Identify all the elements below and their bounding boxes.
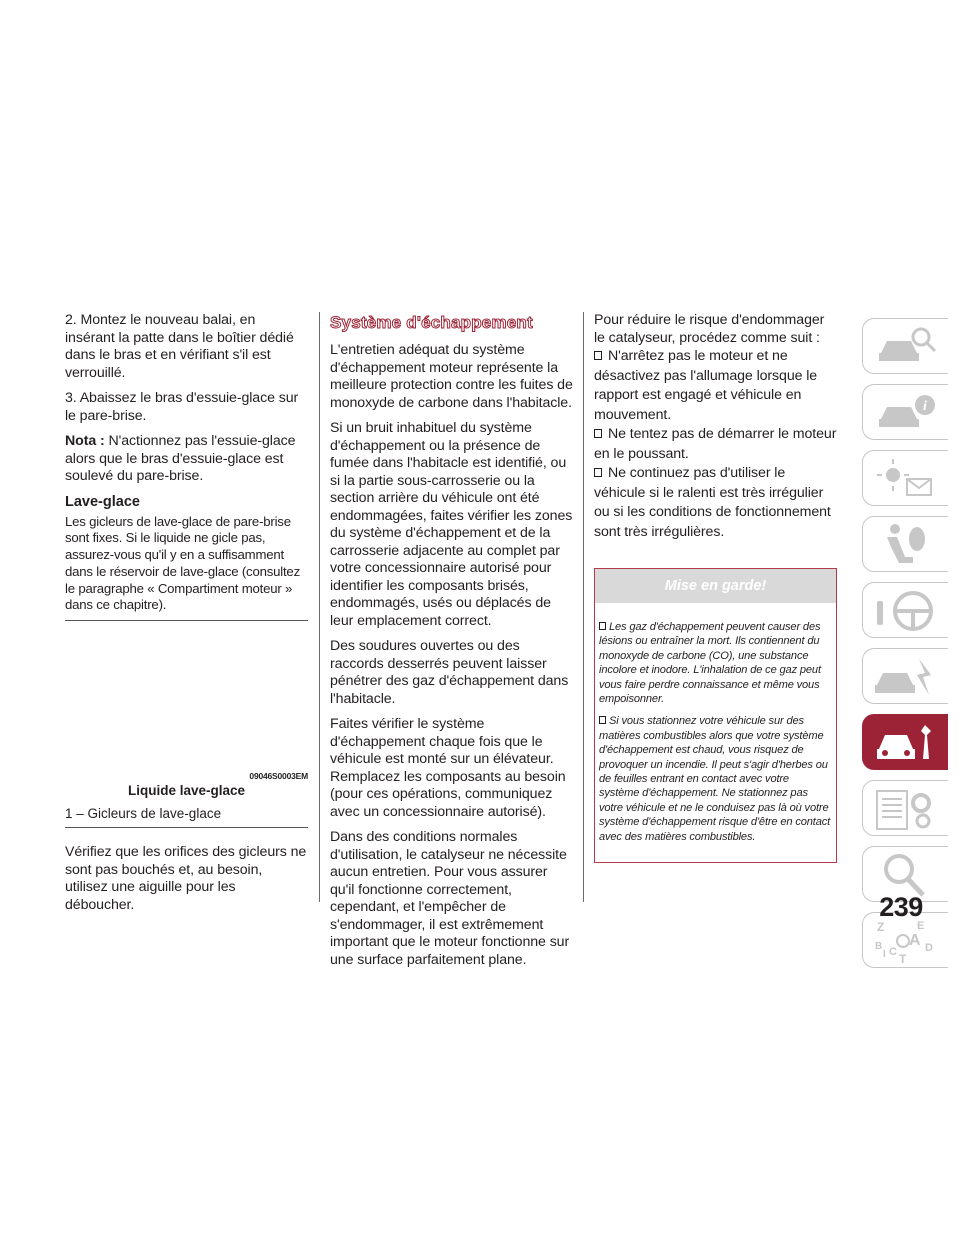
- middle-column: [330, 312, 575, 977]
- warning-title: Mise en garde!: [595, 569, 836, 603]
- checkbox-bullet-icon: [594, 351, 602, 360]
- car-crash-icon: [873, 653, 943, 701]
- figure-placeholder: [65, 621, 308, 771]
- tab-car-crash[interactable]: [862, 648, 948, 704]
- list-item: Ne tentez pas de démarrer le moteur en le poussant.: [594, 426, 837, 462]
- section-heading: Système d'échappement: [330, 313, 533, 332]
- column-divider: [583, 312, 584, 902]
- checkbox-bullet-icon: [599, 716, 606, 724]
- tab-car-search[interactable]: [862, 318, 948, 374]
- warning-item: Si vous stationnez votre véhicule sur des matières combustibles alors que votre système d'échappement est chaud, vous risquez de provoquer un incendie. Il peut s'agir d'herbes ou de feuilles entrant en contact avec votre système d'échappement. Ne stationnez pas votre véhicule et ne le conduisez pas là où votre système d'échappement risque d'être en contact avec des matières combustibles.: [599, 715, 831, 843]
- steering-wheel-icon: [873, 587, 943, 635]
- intro-text: Pour réduire le risque d'endommager le catalyseur, procédez comme suit :: [594, 312, 825, 346]
- tab-steering-wheel[interactable]: [862, 582, 948, 638]
- svg-text:T: T: [899, 952, 907, 965]
- paragraph: Faites vérifier le système d'échappement chaque fois que le véhicule est monté sur un élévateur. Remplacez les composants au besoin (pour ces opérations, communiquez avec un concessionnaire autorisé).: [330, 716, 566, 820]
- svg-text:i: i: [923, 399, 927, 414]
- tab-warning-lights[interactable]: [862, 450, 948, 506]
- warning-box: [594, 568, 837, 863]
- list-item: N'arrêtez pas le moteur et ne désactivez pas l'allumage lorsque le rapport est engagé et véhicule en mouvement.: [594, 348, 818, 423]
- right-column: [594, 312, 837, 863]
- list-item: Ne continuez pas d'utiliser le véhicule si le ralenti est très irrégulier ou si les conditions de fonctionnement sont très irrégulières.: [594, 465, 831, 540]
- svg-text:E: E: [917, 920, 925, 932]
- note-label: Nota :: [65, 433, 105, 449]
- svg-text:C: C: [889, 946, 897, 958]
- checkbox-bullet-icon: [594, 429, 602, 438]
- car-wrench-icon: [873, 719, 943, 767]
- step-3-text: 3. Abaissez le bras d'essuie-glace sur le pare-brise.: [65, 390, 299, 424]
- svg-text:D: D: [925, 942, 933, 954]
- washer-text: Les gicleurs de lave-glace de pare-brise sont fixes. Si le liquide ne gicle pas, assurez-vous qu'il y en a suffisamment dans le réservoir de lave-glace (consultez le paragraphe « Compartiment moteur » dans ce chapitre).: [65, 513, 300, 613]
- tab-car-maintenance[interactable]: [862, 714, 948, 770]
- warning-item: Les gaz d'échappement peuvent causer des lésions ou entraîner la mort. Ils contiennent du monoxyde de carbone (CO), une substance incolore et inodore. L'inhalation de ce gaz peut vous faire perdre connaissance et même vous empoisonner.: [599, 621, 821, 706]
- step-2-text: 2. Montez le nouveau balai, en insérant la patte dans le boîtier dédié dans le bras et en vérifiant s'il est verrouillé.: [65, 312, 294, 381]
- checkbox-bullet-icon: [594, 468, 602, 477]
- warning-body: [595, 603, 836, 862]
- figure-caption: 1 – Gicleurs de lave-glace: [65, 806, 308, 828]
- after-figure-text: Vérifiez que les orifices des gicleurs ne sont pas bouchés et, au besoin, utilisez une aiguille pour les déboucher.: [65, 844, 307, 913]
- figure-code: 09046S0003EM: [249, 771, 308, 782]
- paragraph: Si un bruit inhabituel du système d'échappement ou la présence de fumée dans l'habitacle est identifié, ou si la partie sous-carrosserie ou la section arrière du véhicule ont été endommagées, faites vérifier les zones du système d'échappement et de la carrosserie adjacente au complet par votre concessionnaire autorisé pour identifier les composants brisés, endommagés, usés ou déplacés de leur emplacement correct.: [330, 420, 573, 629]
- tab-seat-airbag[interactable]: [862, 516, 948, 572]
- paragraph: L'entretien adéquat du système d'échappement moteur représente la meilleure protection contre les fuites de monoxyde de carbone dans l'habitacle.: [330, 342, 573, 411]
- specs-gear-icon: [873, 785, 943, 833]
- seat-airbag-icon: [873, 521, 943, 569]
- checkbox-bullet-icon: [599, 622, 606, 630]
- alphabet-index-icon: [873, 917, 943, 965]
- figure-title: Liquide lave-glace: [127, 783, 246, 799]
- tab-car-info[interactable]: [862, 384, 948, 440]
- tab-specs[interactable]: [862, 780, 948, 836]
- note-text: N'actionnez pas l'essuie-glace alors que le bras d'essuie-glace est soulevé du pare-brise.: [65, 433, 296, 484]
- svg-text:A: A: [909, 932, 921, 949]
- washer-heading: Lave-glace: [65, 493, 140, 510]
- svg-text:Z: Z: [877, 920, 885, 934]
- car-info-icon: [873, 389, 943, 437]
- warning-lights-icon: [873, 455, 943, 503]
- svg-text:B: B: [875, 941, 883, 952]
- paragraph: Des soudures ouvertes ou des raccords desserrés peuvent laisser pénétrer des gaz d'échappement dans l'habitacle.: [330, 638, 569, 707]
- svg-text:I: I: [883, 949, 886, 960]
- chapter-tabs: [862, 318, 948, 978]
- paragraph: Dans des conditions normales d'utilisation, le catalyseur ne nécessite aucun entretien. Pour vous assurer qu'il fonctionne correctement, cependant, et l'empêcher de s'endommager, il est extrêmement important que le moteur fonctionne sur une surface parfaitement plane.: [330, 829, 570, 968]
- column-divider: [319, 312, 320, 902]
- page-number: 239: [879, 892, 923, 922]
- note-paragraph: [65, 433, 308, 486]
- car-search-icon: [873, 323, 943, 371]
- left-column: [65, 312, 308, 922]
